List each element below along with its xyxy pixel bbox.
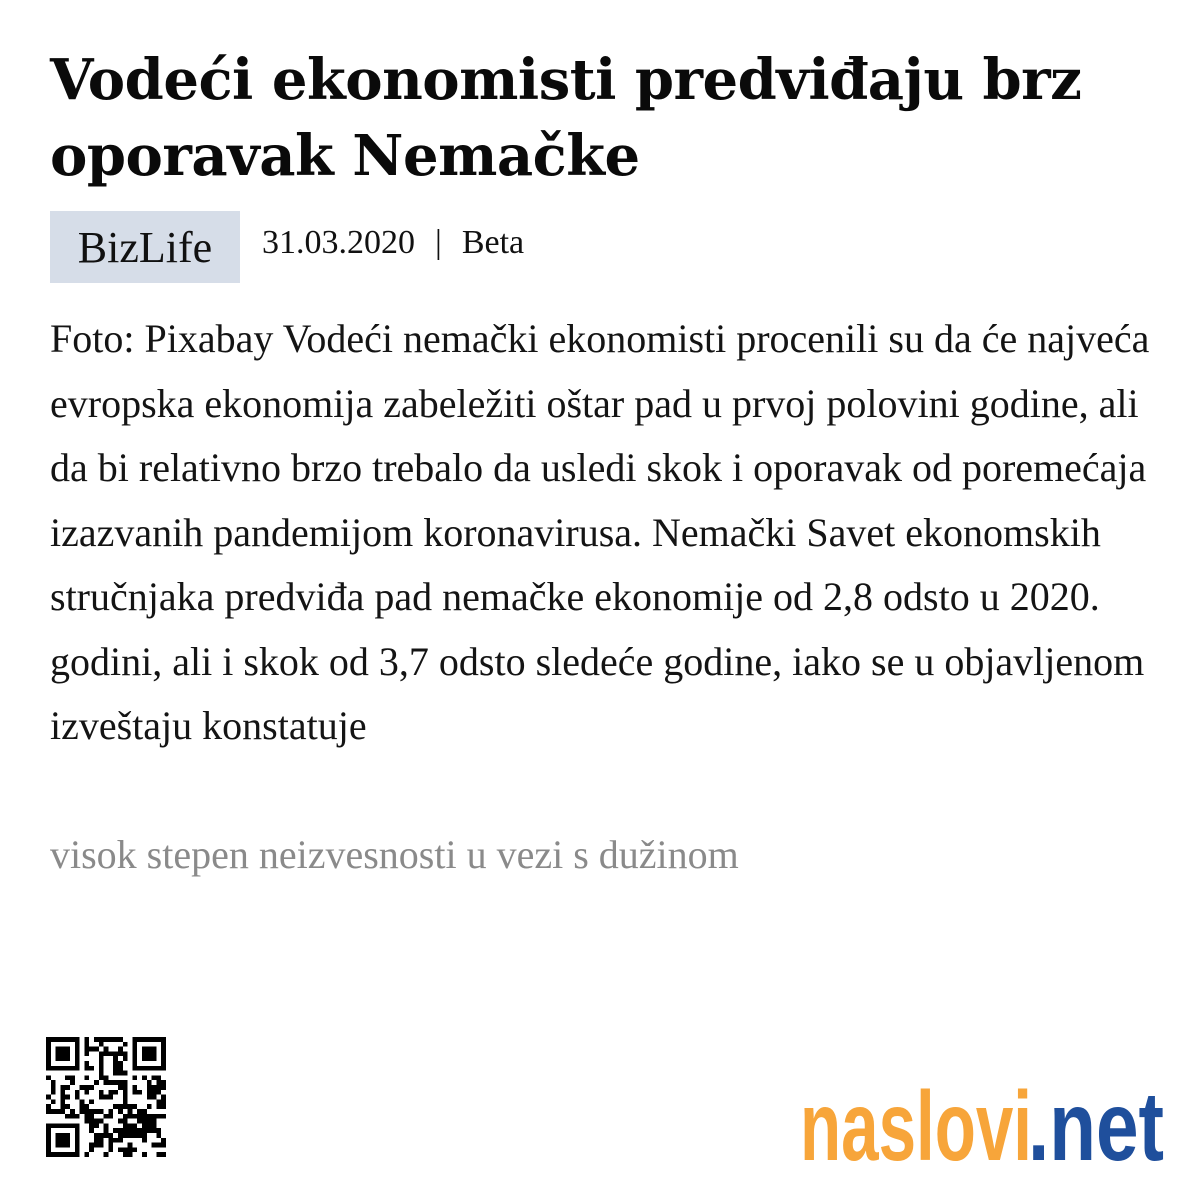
qr-module xyxy=(56,1133,70,1147)
qr-module xyxy=(104,1123,109,1128)
qr-module xyxy=(128,1109,133,1114)
qr-module xyxy=(147,1095,152,1100)
qr-module xyxy=(123,1051,128,1056)
qr-module xyxy=(108,1095,113,1100)
qr-module xyxy=(147,1104,152,1109)
article-body: Foto: Pixabay Vodeći nemački ekonomisti procenili su da će najveća evropska ekonomija zabeležiti oštar pad u prvoj polovini godine, ali da bi relativno brzo trebalo da usledi skok i oporavak od poremećaja izazvanih pandemijom koronavirusa. Nemački Savet ekonomskih stručnjaka predviđa pad nemačke ekonomije od 2,8 odsto u 2020. godini, ali i skok od 3,7 odsto sledeće godine, iako se u objavljenom izveštaju konstatuje xyxy=(50,316,1150,748)
qr-module xyxy=(132,1085,137,1090)
qr-module xyxy=(80,1085,85,1090)
qr-module xyxy=(89,1066,94,1071)
qr-module xyxy=(128,1104,133,1109)
naslovi-logo[interactable] xyxy=(800,1062,1170,1172)
qr-module xyxy=(99,1109,104,1114)
qr-module xyxy=(118,1119,123,1124)
qr-module xyxy=(123,1056,128,1061)
qr-module xyxy=(156,1090,161,1095)
qr-module xyxy=(142,1047,156,1061)
qr-module xyxy=(161,1104,166,1109)
qr-module xyxy=(113,1071,118,1076)
qr-module xyxy=(152,1119,157,1124)
qr-module xyxy=(94,1138,99,1143)
qr-module xyxy=(156,1104,161,1109)
qr-module xyxy=(89,1099,94,1104)
qr-module xyxy=(108,1138,113,1143)
article-body-faded: visok stepen neizvesnosti u vezi s dužinom xyxy=(50,832,739,877)
qr-module xyxy=(84,1042,89,1047)
qr-module xyxy=(70,1075,75,1080)
qr-module xyxy=(65,1075,70,1080)
qr-module xyxy=(70,1109,75,1114)
qr-module xyxy=(123,1099,128,1104)
qr-module xyxy=(156,1143,161,1148)
qr-module xyxy=(104,1152,109,1157)
qr-module xyxy=(118,1061,123,1066)
qr-module xyxy=(156,1080,161,1085)
qr-module xyxy=(123,1104,128,1109)
qr-module xyxy=(51,1099,56,1104)
qr-module xyxy=(118,1138,123,1143)
qr-module xyxy=(75,1095,80,1100)
article-title: Vodeći ekonomisti predviđaju brz oporavak Nemačke xyxy=(50,47,1082,189)
qr-module xyxy=(156,1133,161,1138)
qr-module xyxy=(123,1090,128,1095)
logo-text-net: .net xyxy=(1028,1071,1164,1172)
qr-module xyxy=(84,1109,89,1114)
qr-module xyxy=(132,1147,137,1152)
qr-module xyxy=(51,1080,56,1085)
qr-module xyxy=(89,1114,94,1119)
qr-module xyxy=(142,1152,147,1157)
qr-module xyxy=(89,1119,94,1124)
qr-module xyxy=(60,1085,65,1090)
qr-module xyxy=(84,1051,89,1056)
qr-module xyxy=(94,1119,99,1124)
qr-module xyxy=(99,1090,104,1095)
qr-module xyxy=(118,1066,123,1071)
qr-module xyxy=(99,1119,104,1124)
qr-module xyxy=(108,1037,113,1042)
qr-module xyxy=(99,1071,104,1076)
qr-module xyxy=(99,1051,104,1056)
qr-module xyxy=(89,1123,94,1128)
qr-module xyxy=(99,1037,104,1042)
qr-module xyxy=(46,1095,51,1100)
qr-module xyxy=(147,1114,152,1119)
qr-module xyxy=(118,1071,123,1076)
qr-module xyxy=(80,1109,85,1114)
qr-module xyxy=(89,1047,94,1052)
qr-module xyxy=(132,1123,137,1128)
qr-module xyxy=(161,1095,166,1100)
qr-module xyxy=(46,1066,80,1071)
qr-module xyxy=(94,1037,99,1042)
qr-module xyxy=(118,1147,123,1152)
qr-module xyxy=(142,1109,147,1114)
qr-module xyxy=(65,1114,70,1119)
qr-module xyxy=(99,1042,104,1047)
qr-module xyxy=(60,1109,65,1114)
qr-module xyxy=(51,1109,56,1114)
qr-module xyxy=(161,1114,166,1119)
qr-module xyxy=(113,1104,118,1109)
qr-module xyxy=(113,1080,118,1085)
qr-module xyxy=(118,1133,123,1138)
qr-module xyxy=(132,1037,166,1042)
qr-module xyxy=(161,1085,166,1090)
qr-module xyxy=(89,1109,94,1114)
qr-module xyxy=(113,1051,118,1056)
qr-module xyxy=(113,1066,118,1071)
qr-module xyxy=(132,1066,166,1071)
qr-module xyxy=(84,1047,89,1052)
meta-separator: | xyxy=(435,224,442,261)
qr-module xyxy=(147,1119,152,1124)
qr-module xyxy=(75,1090,80,1095)
qr-module xyxy=(128,1123,133,1128)
qr-module xyxy=(84,1104,89,1109)
qr-module xyxy=(161,1138,166,1143)
qr-module xyxy=(104,1114,109,1119)
qr-module xyxy=(80,1104,85,1109)
qr-module xyxy=(147,1128,152,1133)
qr-module xyxy=(156,1085,161,1090)
qr-module xyxy=(161,1099,166,1104)
qr-module xyxy=(65,1085,70,1090)
qr-module xyxy=(104,1133,109,1138)
qr-module xyxy=(118,1104,123,1109)
qr-module xyxy=(99,1138,104,1143)
logo-text-naslovi: naslovi xyxy=(800,1071,1032,1172)
qr-module xyxy=(75,1037,80,1071)
qr-module xyxy=(137,1128,142,1133)
qr-module xyxy=(104,1047,109,1052)
qr-module xyxy=(152,1123,157,1128)
qr-module xyxy=(104,1128,109,1133)
qr-module xyxy=(70,1114,75,1119)
qr-module xyxy=(51,1090,56,1095)
qr-module xyxy=(152,1114,157,1119)
qr-module xyxy=(46,1075,51,1080)
qr-module xyxy=(113,1056,118,1061)
qr-module xyxy=(84,1075,89,1080)
qr-module xyxy=(156,1114,161,1119)
qr-module xyxy=(75,1123,80,1157)
qr-module xyxy=(123,1071,128,1076)
article-agency: Beta xyxy=(461,224,525,261)
qr-module xyxy=(147,1090,152,1095)
qr-module xyxy=(142,1114,147,1138)
qr-module xyxy=(70,1080,75,1085)
qr-module xyxy=(60,1090,65,1095)
qr-module xyxy=(94,1133,99,1138)
qr-module xyxy=(104,1075,109,1080)
meta-info xyxy=(262,224,524,262)
qr-module xyxy=(137,1119,142,1124)
qr-module xyxy=(161,1080,166,1085)
qr-module xyxy=(132,1104,137,1109)
qr-module xyxy=(152,1075,157,1080)
qr-module xyxy=(84,1114,89,1119)
qr-module xyxy=(108,1080,113,1085)
qr-module xyxy=(84,1061,89,1066)
qr-module xyxy=(84,1085,89,1090)
qr-module xyxy=(104,1051,109,1056)
qr-module xyxy=(60,1095,65,1100)
qr-module xyxy=(46,1037,80,1042)
qr-module xyxy=(46,1109,51,1114)
qr-module xyxy=(152,1095,157,1100)
qr-module xyxy=(142,1075,147,1080)
qr-module xyxy=(156,1075,161,1080)
qr-module xyxy=(152,1085,157,1090)
qr-module xyxy=(46,1037,51,1071)
qr-module xyxy=(99,1056,104,1061)
qr-module xyxy=(113,1138,118,1143)
article-date: 31.03.2020 xyxy=(262,224,415,261)
qr-module xyxy=(89,1128,94,1133)
qr-module xyxy=(94,1047,99,1052)
qr-module xyxy=(113,1037,118,1042)
qr-module xyxy=(161,1037,166,1071)
qr-module xyxy=(108,1147,113,1152)
qr-module xyxy=(60,1099,65,1104)
qr-module xyxy=(118,1051,123,1056)
qr-module xyxy=(156,1152,161,1157)
source-badge[interactable]: BizLife xyxy=(50,211,240,283)
qr-module xyxy=(152,1143,157,1148)
qr-module xyxy=(123,1095,128,1100)
qr-module xyxy=(128,1152,133,1157)
qr-module xyxy=(94,1109,99,1114)
qr-module xyxy=(99,1061,104,1066)
qr-module xyxy=(156,1099,161,1104)
qr-module xyxy=(128,1128,133,1133)
qr-module xyxy=(118,1128,123,1133)
qr-module xyxy=(123,1085,128,1090)
qr-module xyxy=(99,1066,104,1071)
qr-module xyxy=(75,1114,80,1119)
qr-module xyxy=(56,1109,61,1114)
qr-module xyxy=(118,1080,123,1085)
qr-module xyxy=(46,1123,51,1157)
qr-module xyxy=(84,1037,89,1042)
qr-module xyxy=(128,1147,133,1152)
qr-module xyxy=(89,1143,94,1148)
qr-module xyxy=(104,1095,109,1100)
qr-module xyxy=(147,1080,152,1085)
qr-module xyxy=(132,1037,137,1071)
qr-module xyxy=(147,1085,152,1090)
qr-module xyxy=(46,1152,80,1157)
qr-module xyxy=(89,1085,94,1090)
qr-module xyxy=(123,1152,128,1157)
qr-module xyxy=(94,1123,99,1128)
qr-module xyxy=(113,1128,118,1133)
qr-module xyxy=(123,1147,128,1152)
qr-module xyxy=(108,1143,113,1148)
qr-module xyxy=(142,1138,147,1143)
qr-module xyxy=(123,1080,128,1085)
qr-module xyxy=(132,1075,137,1080)
qr-module xyxy=(137,1090,142,1095)
qr-module xyxy=(113,1090,118,1095)
qr-module xyxy=(152,1090,157,1095)
qr-module xyxy=(104,1080,109,1085)
qr-module xyxy=(46,1123,80,1128)
qr-module xyxy=(147,1123,152,1128)
qr-module xyxy=(84,1066,89,1071)
qr-module xyxy=(118,1109,123,1114)
qr-module xyxy=(118,1085,123,1090)
qr-module xyxy=(132,1128,137,1133)
qr-module xyxy=(132,1090,137,1095)
qr-module xyxy=(152,1128,157,1133)
qr-module xyxy=(51,1085,56,1090)
qr-module xyxy=(60,1104,65,1109)
qr-module xyxy=(99,1095,104,1100)
qr-module xyxy=(65,1095,70,1100)
qr-module xyxy=(108,1114,113,1119)
qr-module xyxy=(108,1109,113,1114)
qr-module xyxy=(89,1147,94,1152)
qr-module xyxy=(113,1061,118,1066)
qr-module xyxy=(137,1109,142,1114)
qr-module xyxy=(118,1037,123,1042)
qr-module xyxy=(94,1080,99,1085)
qr-module xyxy=(99,1075,104,1080)
qr-module xyxy=(161,1152,166,1157)
qr-module xyxy=(99,1143,104,1148)
qr-module xyxy=(108,1051,113,1056)
qr-module xyxy=(128,1143,133,1148)
qr-module xyxy=(56,1047,70,1061)
qr-code-icon xyxy=(46,1037,166,1157)
qr-module xyxy=(156,1128,161,1133)
qr-module xyxy=(94,1143,99,1148)
qr-module xyxy=(118,1047,123,1052)
qr-module xyxy=(123,1042,128,1047)
qr-module xyxy=(46,1104,51,1109)
qr-module xyxy=(84,1119,89,1124)
qr-module xyxy=(108,1133,113,1138)
article-meta xyxy=(50,211,524,283)
qr-module xyxy=(80,1099,85,1104)
qr-module xyxy=(108,1090,113,1095)
qr-module xyxy=(99,1133,104,1138)
qr-module xyxy=(104,1037,109,1042)
qr-module xyxy=(161,1143,166,1148)
qr-module xyxy=(123,1114,128,1138)
qr-module xyxy=(84,1152,89,1157)
qr-module xyxy=(84,1090,89,1095)
qr-module xyxy=(65,1104,70,1109)
